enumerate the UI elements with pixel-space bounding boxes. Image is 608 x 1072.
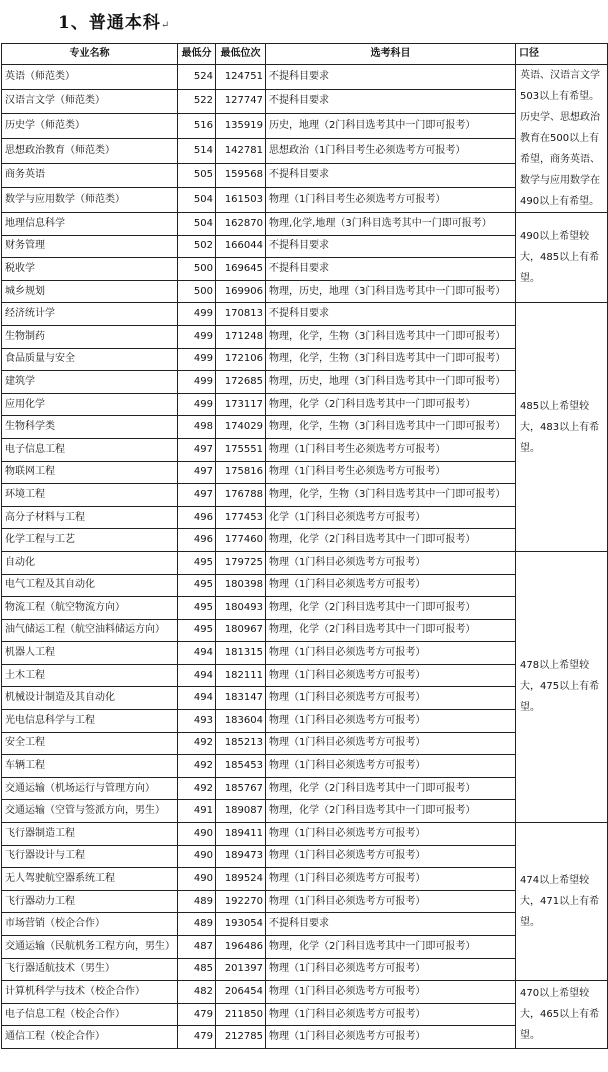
- major-name: 历史学（师范类）: [2, 114, 178, 139]
- major-name: 交通运输（空管与签派方向，男生）: [2, 800, 178, 823]
- admission-note: 474以上希望较大，471以上有希望。: [516, 823, 608, 981]
- major-name: 车辆工程: [2, 755, 178, 778]
- subject-requirement: 不提科目要求: [266, 913, 516, 936]
- subject-requirement: 不提科目要求: [266, 89, 516, 114]
- table-row: [2, 213, 608, 236]
- major-name: 商务英语: [2, 163, 178, 188]
- min-rank: 189087: [216, 800, 266, 823]
- major-name: 市场营销（校企合作）: [2, 913, 178, 936]
- min-score: 514: [178, 138, 216, 163]
- min-rank: 180967: [216, 619, 266, 642]
- min-score: 482: [178, 981, 216, 1004]
- min-rank: 162870: [216, 213, 266, 236]
- min-rank: 189524: [216, 868, 266, 891]
- subject-requirement: 物理,化学,地理（3门科目选考其中一门即可报考）: [266, 213, 516, 236]
- min-score: 490: [178, 845, 216, 868]
- min-score: 499: [178, 325, 216, 348]
- min-score: 499: [178, 303, 216, 326]
- major-name: 飞行器设计与工程: [2, 845, 178, 868]
- min-rank: 212785: [216, 1026, 266, 1049]
- subject-requirement: 物理（1门科目必须选考方可报考）: [266, 958, 516, 981]
- min-score: 522: [178, 89, 216, 114]
- min-score: 500: [178, 280, 216, 303]
- min-rank: 175551: [216, 438, 266, 461]
- min-score: 499: [178, 393, 216, 416]
- min-score: 492: [178, 732, 216, 755]
- subject-requirement: 物理（1门科目必须选考方可报考）: [266, 981, 516, 1004]
- min-rank: 172106: [216, 348, 266, 371]
- min-rank: 172685: [216, 371, 266, 394]
- min-score: 492: [178, 777, 216, 800]
- major-name: 飞行器制造工程: [2, 823, 178, 846]
- min-score: 496: [178, 529, 216, 552]
- min-rank: 181315: [216, 642, 266, 665]
- min-rank: 183604: [216, 710, 266, 733]
- subject-requirement: 物理，化学（2门科目选考其中一门即可报考）: [266, 529, 516, 552]
- major-name: 高分子材料与工程: [2, 506, 178, 529]
- min-score: 479: [178, 1003, 216, 1026]
- subject-requirement: 化学（1门科目必须选考方可报考）: [266, 506, 516, 529]
- min-rank: 183147: [216, 687, 266, 710]
- major-name: 通信工程（校企合作）: [2, 1026, 178, 1049]
- major-name: 数学与应用数学（师范类）: [2, 188, 178, 213]
- subject-requirement: 物理，历史，地理（3门科目选考其中一门即可报考）: [266, 371, 516, 394]
- min-score: 487: [178, 936, 216, 959]
- major-name: 机械设计制造及其自动化: [2, 687, 178, 710]
- major-name: 化学工程与工艺: [2, 529, 178, 552]
- subject-requirement: 物理，化学，生物（3门科目选考其中一门即可报考）: [266, 348, 516, 371]
- min-rank: 127747: [216, 89, 266, 114]
- subject-requirement: 物理，化学（2门科目选考其中一门即可报考）: [266, 936, 516, 959]
- admission-note: 478以上希望较大，475以上有希望。: [516, 551, 608, 822]
- major-name: 无人驾驶航空器系统工程: [2, 868, 178, 891]
- major-name: 地理信息科学: [2, 213, 178, 236]
- min-score: 497: [178, 484, 216, 507]
- min-rank: 201397: [216, 958, 266, 981]
- min-score: 524: [178, 65, 216, 90]
- min-rank: 211850: [216, 1003, 266, 1026]
- subject-requirement: 物理（1门科目必须选考方可报考）: [266, 1026, 516, 1049]
- min-score: 499: [178, 371, 216, 394]
- min-score: 497: [178, 461, 216, 484]
- major-name: 机器人工程: [2, 642, 178, 665]
- min-rank: 182111: [216, 664, 266, 687]
- min-score: 516: [178, 114, 216, 139]
- subject-requirement: 不提科目要求: [266, 235, 516, 258]
- min-rank: 170813: [216, 303, 266, 326]
- min-score: 499: [178, 348, 216, 371]
- min-rank: 189411: [216, 823, 266, 846]
- major-name: 油气储运工程（航空油料储运方向）: [2, 619, 178, 642]
- min-score: 492: [178, 755, 216, 778]
- min-rank: 180398: [216, 574, 266, 597]
- major-name: 税收学: [2, 258, 178, 281]
- subject-requirement: 物理，化学，生物（3门科目选考其中一门即可报考）: [266, 416, 516, 439]
- major-name: 交通运输（民航机务工程方向，男生）: [2, 936, 178, 959]
- section-heading: 1、普通本科: [58, 13, 161, 33]
- subject-requirement: 物理（1门科目必须选考方可报考）: [266, 551, 516, 574]
- subject-requirement: 物理，化学（2门科目选考其中一门即可报考）: [266, 777, 516, 800]
- min-rank: 185767: [216, 777, 266, 800]
- paragraph-mark: ↵: [160, 20, 171, 31]
- min-rank: 142781: [216, 138, 266, 163]
- subject-requirement: 物理（1门科目必须选考方可报考）: [266, 710, 516, 733]
- header-subjects: 选考科目: [266, 44, 516, 65]
- major-name: 思想政治教育（师范类）: [2, 138, 178, 163]
- major-name: 汉语言文学（师范类）: [2, 89, 178, 114]
- min-score: 494: [178, 664, 216, 687]
- min-score: 504: [178, 213, 216, 236]
- min-score: 495: [178, 574, 216, 597]
- admission-note: 490以上希望较大，485以上有希望。: [516, 213, 608, 303]
- min-score: 490: [178, 823, 216, 846]
- min-rank: 171248: [216, 325, 266, 348]
- subject-requirement: 不提科目要求: [266, 163, 516, 188]
- table-row: [2, 303, 608, 326]
- major-name: 建筑学: [2, 371, 178, 394]
- min-rank: 185453: [216, 755, 266, 778]
- min-rank: 174029: [216, 416, 266, 439]
- major-name: 应用化学: [2, 393, 178, 416]
- subject-requirement: 物理（1门科目考生必须选考方可报考）: [266, 461, 516, 484]
- subject-requirement: 物理（1门科目必须选考方可报考）: [266, 1003, 516, 1026]
- min-score: 489: [178, 913, 216, 936]
- admission-note: 470以上希望较大，465以上有希望。: [516, 981, 608, 1049]
- subject-requirement: 物理，化学，生物（3门科目选考其中一门即可报考）: [266, 325, 516, 348]
- major-name: 城乡规划: [2, 280, 178, 303]
- min-rank: 176788: [216, 484, 266, 507]
- min-score: 490: [178, 868, 216, 891]
- major-name: 生物科学类: [2, 416, 178, 439]
- major-name: 电气工程及其自动化: [2, 574, 178, 597]
- subject-requirement: 物理，化学（2门科目选考其中一门即可报考）: [266, 800, 516, 823]
- min-rank: 179725: [216, 551, 266, 574]
- min-rank: 177460: [216, 529, 266, 552]
- subject-requirement: 不提科目要求: [266, 258, 516, 281]
- major-name: 物流工程（航空物流方向）: [2, 597, 178, 620]
- subject-requirement: 物理（1门科目必须选考方可报考）: [266, 890, 516, 913]
- major-name: 生物制药: [2, 325, 178, 348]
- subject-requirement: 物理，化学（2门科目选考其中一门即可报考）: [266, 597, 516, 620]
- min-score: 495: [178, 597, 216, 620]
- min-rank: 169645: [216, 258, 266, 281]
- major-name: 食品质量与安全: [2, 348, 178, 371]
- subject-requirement: 物理（1门科目必须选考方可报考）: [266, 574, 516, 597]
- major-name: 英语（师范类）: [2, 65, 178, 90]
- subject-requirement: 历史，地理（2门科目选考其中一门即可报考）: [266, 114, 516, 139]
- table-row: [2, 981, 608, 1004]
- min-rank: 166044: [216, 235, 266, 258]
- subject-requirement: 物理，化学，生物（3门科目选考其中一门即可报考）: [266, 484, 516, 507]
- min-rank: 177453: [216, 506, 266, 529]
- major-name: 飞行器动力工程: [2, 890, 178, 913]
- page-title: [58, 8, 170, 33]
- min-rank: 159568: [216, 163, 266, 188]
- min-score: 491: [178, 800, 216, 823]
- subject-requirement: 物理，化学（2门科目选考其中一门即可报考）: [266, 619, 516, 642]
- major-name: 电子信息工程: [2, 438, 178, 461]
- min-score: 479: [178, 1026, 216, 1049]
- admission-note: 485以上希望较大，483以上有希望。: [516, 303, 608, 552]
- min-rank: 173117: [216, 393, 266, 416]
- subject-requirement: 物理（1门科目必须选考方可报考）: [266, 732, 516, 755]
- subject-requirement: 不提科目要求: [266, 303, 516, 326]
- table-row: [2, 551, 608, 574]
- major-name: 光电信息科学与工程: [2, 710, 178, 733]
- min-score: 497: [178, 438, 216, 461]
- major-name: 计算机科学与技术（校企合作）: [2, 981, 178, 1004]
- header-major: 专业名称: [2, 44, 178, 65]
- min-score: 498: [178, 416, 216, 439]
- min-score: 500: [178, 258, 216, 281]
- major-name: 土木工程: [2, 664, 178, 687]
- min-rank: 135919: [216, 114, 266, 139]
- table-body: [2, 65, 608, 1049]
- subject-requirement: 物理（1门科目必须选考方可报考）: [266, 642, 516, 665]
- min-score: 493: [178, 710, 216, 733]
- min-rank: 180493: [216, 597, 266, 620]
- major-name: 经济统计学: [2, 303, 178, 326]
- min-rank: 193054: [216, 913, 266, 936]
- major-name: 交通运输（机场运行与管理方向）: [2, 777, 178, 800]
- major-name: 财务管理: [2, 235, 178, 258]
- subject-requirement: 物理（1门科目必须选考方可报考）: [266, 868, 516, 891]
- subject-requirement: 物理（1门科目考生必须选考方可报考）: [266, 188, 516, 213]
- min-rank: 196486: [216, 936, 266, 959]
- min-rank: 124751: [216, 65, 266, 90]
- major-name: 电子信息工程（校企合作）: [2, 1003, 178, 1026]
- subject-requirement: 思想政治（1门科目考生必须选考方可报考）: [266, 138, 516, 163]
- subject-requirement: 物理（1门科目必须选考方可报考）: [266, 664, 516, 687]
- min-rank: 185213: [216, 732, 266, 755]
- major-name: 物联网工程: [2, 461, 178, 484]
- major-name: 飞行器适航技术（男生）: [2, 958, 178, 981]
- subject-requirement: 物理（1门科目考生必须选考方可报考）: [266, 438, 516, 461]
- min-rank: 169906: [216, 280, 266, 303]
- min-rank: 206454: [216, 981, 266, 1004]
- major-name: 环境工程: [2, 484, 178, 507]
- admission-note: 英语、汉语言文学503以上有希望。历史学、思想政治教育在500以上有希望，商务英语、数学与应用数学在490以上有希望。: [516, 65, 608, 213]
- major-name: 自动化: [2, 551, 178, 574]
- header-min-rank: 最低位次: [216, 44, 266, 65]
- min-score: 494: [178, 642, 216, 665]
- subject-requirement: 不提科目要求: [266, 65, 516, 90]
- table-row: [2, 65, 608, 90]
- min-rank: 161503: [216, 188, 266, 213]
- subject-requirement: 物理（1门科目必须选考方可报考）: [266, 845, 516, 868]
- subject-requirement: 物理（1门科目必须选考方可报考）: [266, 687, 516, 710]
- header-note: 口径: [516, 44, 608, 65]
- table-row: [2, 823, 608, 846]
- min-score: 496: [178, 506, 216, 529]
- subject-requirement: 物理，历史，地理（3门科目选考其中一门即可报考）: [266, 280, 516, 303]
- header-min-score: 最低分: [178, 44, 216, 65]
- min-score: 504: [178, 188, 216, 213]
- min-rank: 189473: [216, 845, 266, 868]
- subject-requirement: 物理，化学（2门科目选考其中一门即可报考）: [266, 393, 516, 416]
- min-score: 485: [178, 958, 216, 981]
- min-score: 505: [178, 163, 216, 188]
- major-name: 安全工程: [2, 732, 178, 755]
- subject-requirement: 物理（1门科目必须选考方可报考）: [266, 755, 516, 778]
- admission-table: [1, 43, 608, 1049]
- min-score: 495: [178, 551, 216, 574]
- subject-requirement: 物理（1门科目必须选考方可报考）: [266, 823, 516, 846]
- min-score: 502: [178, 235, 216, 258]
- min-rank: 192270: [216, 890, 266, 913]
- min-score: 494: [178, 687, 216, 710]
- min-score: 489: [178, 890, 216, 913]
- min-score: 495: [178, 619, 216, 642]
- min-rank: 175816: [216, 461, 266, 484]
- table-header-row: [2, 44, 608, 65]
